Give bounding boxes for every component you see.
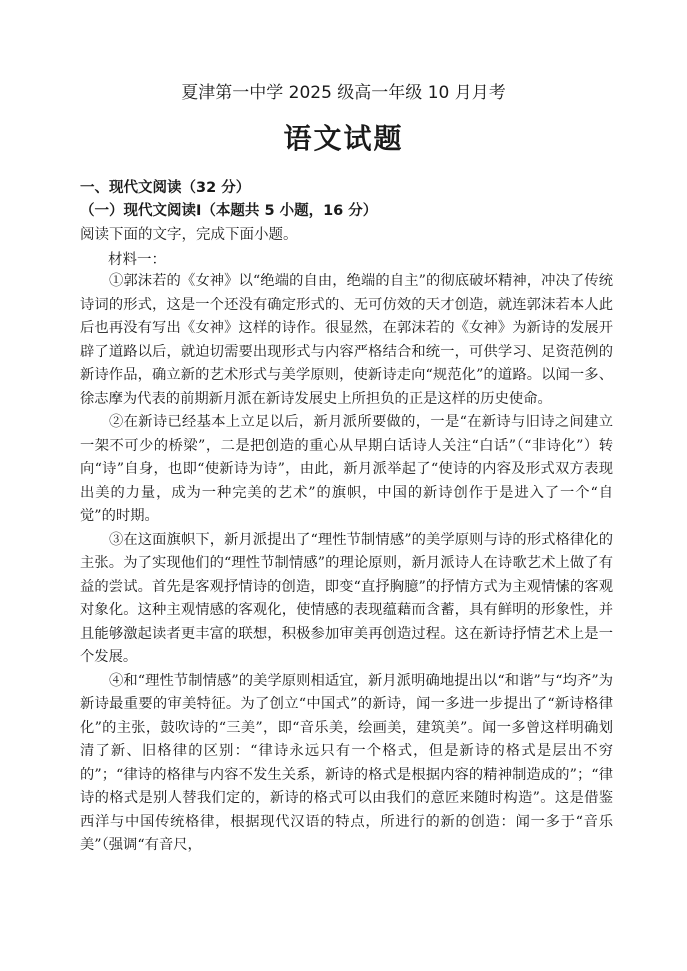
reading-instruction: 阅读下面的文字，完成下面小题。 — [80, 227, 298, 243]
material-label: 材料一： — [108, 252, 166, 268]
material-body — [80, 270, 613, 858]
part1-heading: 一、现代文阅读（32 分） — [80, 180, 251, 196]
part1-sub1-heading: （一）现代文阅读Ⅰ（本题共 5 小题，16 分） — [80, 203, 378, 219]
paragraph-1: ①郭沫若的《女神》以“绝端的自由，绝端的自主”的彻底破坏精神，冲决了传统诗词的形式，这是一个还没有确定形式的、无可仿效的天才创造，就连郭沫若本人此后也再没有写出《女神》这样的诗作。很显然，在郭沫若的《女神》为新诗的发展开辟了道路以后，就迫切需要出现形式与内容严格结合和统一，可供学习、足资范例的新诗作品，确立新的艺术形式与美学原则，使新诗走向“规范化”的道路。以闻一多、徐志摩为代表的前期新月派在新诗发展史上所担负的正是这样的历史使命。 — [80, 273, 613, 407]
paragraph-3: ③在这面旗帜下，新月派提出了“理性节制情感”的美学原则与诗的形式格律化的主张。为了实现他们的“理性节制情感”的理论原则，新月派诗人在诗歌艺术上做了有益的尝试。首先是客观抒情诗的创造，即变“直抒胸臆”的抒情方式为主观情愫的客观对象化。这种主观情感的客观化，使情感的表现蕴藉而含蓄，具有鲜明的形象性，并且能够激起读者更丰富的联想，积极参加审美再创造过程。这在新诗抒情艺术上是一个发展。 — [80, 531, 613, 665]
paragraph-4: ④和“理性节制情感”的美学原则相适宜，新月派明确地提出以“和谐”与“均齐”为新诗最重要的审美特征。为了创立“中国式”的新诗，闻一多进一步提出了“新诗格律化”的主张，鼓吹诗的“三美”，即“音乐美，绘画美，建筑美”。闻一多曾这样明确划清了新、旧格律的区别：“律诗永远只有一个格式，但是新诗的格式是层出不穷的”；“律诗的格律与内容不发生关系，新诗的格式是根据内容的精神制造成的”；“律诗的格式是别人替我们定的，新诗的格式可以由我们的意匠来随时构造”。这是借鉴西洋与中国传统格律，根据现代汉语的特点，所进行的新的创造：闻一多于“音乐美”（强调“有音尺， — [80, 672, 613, 853]
subject-title: 语文试题 — [283, 122, 404, 155]
exam-title: 夏津第一中学 2025 级高一年级 10 月月考 — [181, 83, 506, 103]
paragraph-2: ②在新诗已经基本上立足以后，新月派所要做的，一是“在新诗与旧诗之间建立一架不可少的桥梁”，二是把创造的重心从早期白话诗人关注“白话”（“非诗化”）转向“诗”自身，也即“使新诗为诗”，由此，新月派举起了“使诗的内容及形式双方表现出美的力量，成为一种完美的艺术”的旗帜，中国的新诗创作于是进入了一个“自觉”的时期。 — [80, 414, 613, 524]
